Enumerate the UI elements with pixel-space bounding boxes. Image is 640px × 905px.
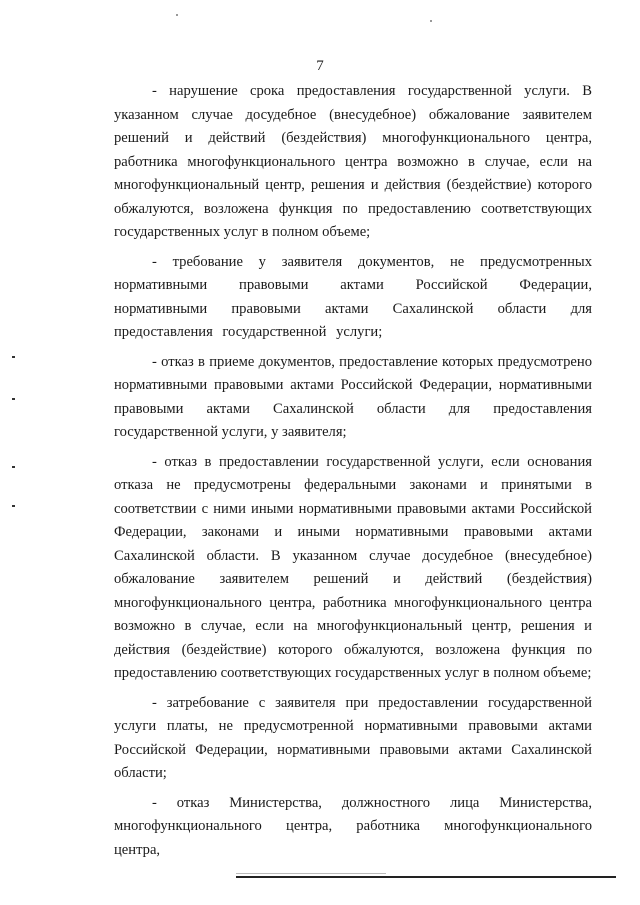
scan-margin-mark	[12, 505, 15, 507]
paragraph-refusal-ministry: - отказ Министерства, должностного лица Министерства, многофункционального центра, работника многофункционального центра,	[114, 794, 592, 858]
bottom-rule	[236, 876, 616, 878]
paragraph-refusal-acceptance: - отказ в приеме документов, предоставление которых предусмотрено нормативными правовыми актами Российской Федерации, нормативными правовыми актами Сахалинской области для предоставления государственной услуги, у заявителя;	[114, 353, 592, 440]
paragraph-refusal-service: - отказ в предоставлении государственной услуги, если основания отказа не предусмотрены федеральными законами и принятыми в соответствии с ними иными нормативными правовыми актами Российской Федерации, законами и иными нормативными правовыми актами Сахалинской области. В указанном случае досудебное (внесудебное) обжалование заявителем решений и действий (бездействия) многофункционального центра, работника многофункционального центра возможно в случае, если на многофункциональный центр, решения и действия (бездействие) которого обжалуются, возложена функция по предоставлению соответствующих государственных услуг в полном объеме;	[114, 453, 592, 681]
scan-margin-mark	[12, 398, 15, 400]
scan-margin-mark	[12, 356, 15, 358]
paragraph-deadline-violation: - нарушение срока предоставления государственной услуги. В указанном случае досудебное (внесудебное) обжалование заявителем решений и действий (бездействия) многофункционального центра, работника многофункционального центра возможно в случае, если на многофункциональный центр, решения и действия (бездействие) которого обжалуются, возложена функция по предоставлению соответствующих государственных услуг в полном объеме;	[114, 83, 592, 240]
bottom-rule-faint	[236, 873, 386, 874]
page-number: 7	[316, 58, 324, 74]
paragraph-document-requirement: - требование у заявителя документов, не предусмотренных нормативными правовыми актами Российской Федерации, нормативными правовыми актами Сахалинской области для предоставления государственной услуги;	[114, 253, 592, 340]
scan-margin-mark	[12, 466, 15, 468]
document-body	[114, 80, 592, 868]
scan-speck	[176, 14, 178, 16]
scan-speck	[430, 20, 432, 22]
paragraph-payment-demand: - затребование с заявителя при предоставлении государственной услуги платы, не предусмотренной нормативными правовыми актами Российской Федерации, нормативными правовыми актами Сахалинской области;	[114, 694, 592, 781]
